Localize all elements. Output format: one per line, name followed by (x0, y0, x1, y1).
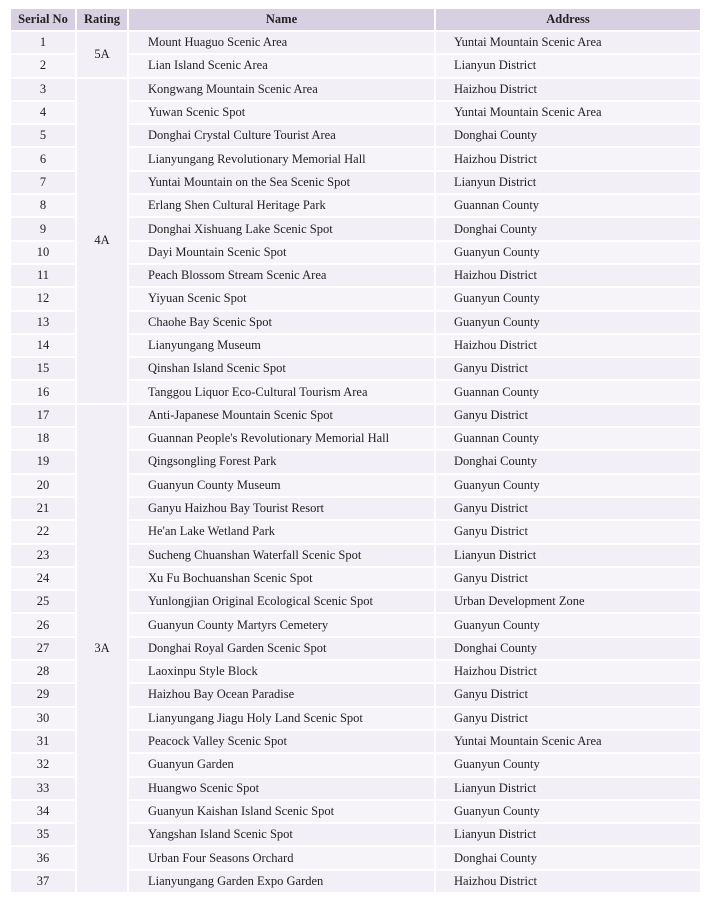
serial-cell: 4 (10, 101, 76, 124)
serial-cell: 5 (10, 124, 76, 147)
serial-cell: 31 (10, 730, 76, 753)
rating-cell: 5A (76, 31, 128, 78)
serial-cell: 16 (10, 380, 76, 403)
address-cell: Ganyu District (435, 567, 701, 590)
name-cell: Dayi Mountain Scenic Spot (128, 241, 435, 264)
name-cell: Guanyun County Martyrs Cemetery (128, 613, 435, 636)
address-cell: Ganyu District (435, 707, 701, 730)
serial-cell: 20 (10, 474, 76, 497)
address-cell: Haizhou District (435, 264, 701, 287)
serial-cell: 34 (10, 800, 76, 823)
address-cell: Donghai County (435, 846, 701, 869)
serial-cell: 19 (10, 450, 76, 473)
serial-cell: 26 (10, 613, 76, 636)
serial-cell: 8 (10, 194, 76, 217)
address-cell: Donghai County (435, 637, 701, 660)
serial-cell: 1 (10, 31, 76, 54)
address-cell: Guanyun County (435, 287, 701, 310)
name-cell: Anti-Japanese Mountain Scenic Spot (128, 404, 435, 427)
address-cell: Ganyu District (435, 404, 701, 427)
name-cell: Yangshan Island Scenic Spot (128, 823, 435, 846)
address-cell: Guanyun County (435, 241, 701, 264)
name-cell: Chaohe Bay Scenic Spot (128, 311, 435, 334)
name-cell: Lianyungang Museum (128, 334, 435, 357)
serial-cell: 11 (10, 264, 76, 287)
serial-cell: 29 (10, 683, 76, 706)
name-cell: Guannan People's Revolutionary Memorial Hall (128, 427, 435, 450)
address-cell: Haizhou District (435, 660, 701, 683)
address-cell: Ganyu District (435, 357, 701, 380)
serial-cell: 24 (10, 567, 76, 590)
table-row (10, 404, 701, 427)
name-cell: Huangwo Scenic Spot (128, 777, 435, 800)
header-row (10, 8, 701, 31)
name-cell: Lianyungang Garden Expo Garden (128, 870, 435, 893)
address-cell: Yuntai Mountain Scenic Area (435, 31, 701, 54)
table-body (10, 31, 701, 893)
name-cell: He'an Lake Wetland Park (128, 520, 435, 543)
header-address: Address (435, 8, 701, 31)
address-cell: Lianyun District (435, 823, 701, 846)
address-cell: Ganyu District (435, 520, 701, 543)
name-cell: Haizhou Bay Ocean Paradise (128, 683, 435, 706)
serial-cell: 28 (10, 660, 76, 683)
name-cell: Qinshan Island Scenic Spot (128, 357, 435, 380)
address-cell: Yuntai Mountain Scenic Area (435, 101, 701, 124)
address-cell: Yuntai Mountain Scenic Area (435, 730, 701, 753)
scenic-spots-table (9, 7, 702, 894)
address-cell: Haizhou District (435, 78, 701, 101)
name-cell: Guanyun Garden (128, 753, 435, 776)
address-cell: Lianyun District (435, 777, 701, 800)
address-cell: Guanyun County (435, 474, 701, 497)
name-cell: Lianyungang Jiagu Holy Land Scenic Spot (128, 707, 435, 730)
name-cell: Donghai Royal Garden Scenic Spot (128, 637, 435, 660)
serial-cell: 9 (10, 217, 76, 240)
name-cell: Kongwang Mountain Scenic Area (128, 78, 435, 101)
table-row (10, 31, 701, 54)
rating-cell: 4A (76, 78, 128, 404)
serial-cell: 14 (10, 334, 76, 357)
serial-cell: 3 (10, 78, 76, 101)
serial-cell: 21 (10, 497, 76, 520)
name-cell: Donghai Xishuang Lake Scenic Spot (128, 217, 435, 240)
address-cell: Guanyun County (435, 613, 701, 636)
address-cell: Lianyun District (435, 54, 701, 77)
name-cell: Yuwan Scenic Spot (128, 101, 435, 124)
name-cell: Donghai Crystal Culture Tourist Area (128, 124, 435, 147)
table-header (10, 8, 701, 31)
name-cell: Lian Island Scenic Area (128, 54, 435, 77)
address-cell: Guannan County (435, 194, 701, 217)
serial-cell: 10 (10, 241, 76, 264)
serial-cell: 33 (10, 777, 76, 800)
serial-cell: 6 (10, 147, 76, 170)
name-cell: Guanyun County Museum (128, 474, 435, 497)
serial-cell: 13 (10, 311, 76, 334)
name-cell: Lianyungang Revolutionary Memorial Hall (128, 147, 435, 170)
address-cell: Lianyun District (435, 171, 701, 194)
serial-cell: 23 (10, 544, 76, 567)
address-cell: Haizhou District (435, 334, 701, 357)
address-cell: Ganyu District (435, 497, 701, 520)
name-cell: Ganyu Haizhou Bay Tourist Resort (128, 497, 435, 520)
address-cell: Guanyun County (435, 311, 701, 334)
table-row (10, 78, 701, 101)
name-cell: Yuntai Mountain on the Sea Scenic Spot (128, 171, 435, 194)
name-cell: Mount Huaguo Scenic Area (128, 31, 435, 54)
name-cell: Urban Four Seasons Orchard (128, 846, 435, 869)
address-cell: Guannan County (435, 427, 701, 450)
serial-cell: 35 (10, 823, 76, 846)
serial-cell: 37 (10, 870, 76, 893)
address-cell: Donghai County (435, 217, 701, 240)
serial-cell: 2 (10, 54, 76, 77)
serial-cell: 27 (10, 637, 76, 660)
serial-cell: 7 (10, 171, 76, 194)
name-cell: Sucheng Chuanshan Waterfall Scenic Spot (128, 544, 435, 567)
serial-cell: 32 (10, 753, 76, 776)
address-cell: Guannan County (435, 380, 701, 403)
serial-cell: 30 (10, 707, 76, 730)
address-cell: Haizhou District (435, 870, 701, 893)
address-cell: Donghai County (435, 124, 701, 147)
name-cell: Xu Fu Bochuanshan Scenic Spot (128, 567, 435, 590)
address-cell: Urban Development Zone (435, 590, 701, 613)
header-name: Name (128, 8, 435, 31)
address-cell: Haizhou District (435, 147, 701, 170)
address-cell: Lianyun District (435, 544, 701, 567)
rating-cell: 3A (76, 404, 128, 893)
name-cell: Yiyuan Scenic Spot (128, 287, 435, 310)
address-cell: Ganyu District (435, 683, 701, 706)
header-rating: Rating (76, 8, 128, 31)
serial-cell: 22 (10, 520, 76, 543)
name-cell: Erlang Shen Cultural Heritage Park (128, 194, 435, 217)
name-cell: Laoxinpu Style Block (128, 660, 435, 683)
serial-cell: 25 (10, 590, 76, 613)
name-cell: Guanyun Kaishan Island Scenic Spot (128, 800, 435, 823)
serial-cell: 12 (10, 287, 76, 310)
address-cell: Donghai County (435, 450, 701, 473)
address-cell: Guanyun County (435, 800, 701, 823)
address-cell: Guanyun County (435, 753, 701, 776)
name-cell: Yunlongjian Original Ecological Scenic Spot (128, 590, 435, 613)
serial-cell: 36 (10, 846, 76, 869)
serial-cell: 17 (10, 404, 76, 427)
name-cell: Peach Blossom Stream Scenic Area (128, 264, 435, 287)
name-cell: Peacock Valley Scenic Spot (128, 730, 435, 753)
name-cell: Qingsongling Forest Park (128, 450, 435, 473)
name-cell: Tanggou Liquor Eco-Cultural Tourism Area (128, 380, 435, 403)
serial-cell: 15 (10, 357, 76, 380)
header-serial-no: Serial No (10, 8, 76, 31)
serial-cell: 18 (10, 427, 76, 450)
